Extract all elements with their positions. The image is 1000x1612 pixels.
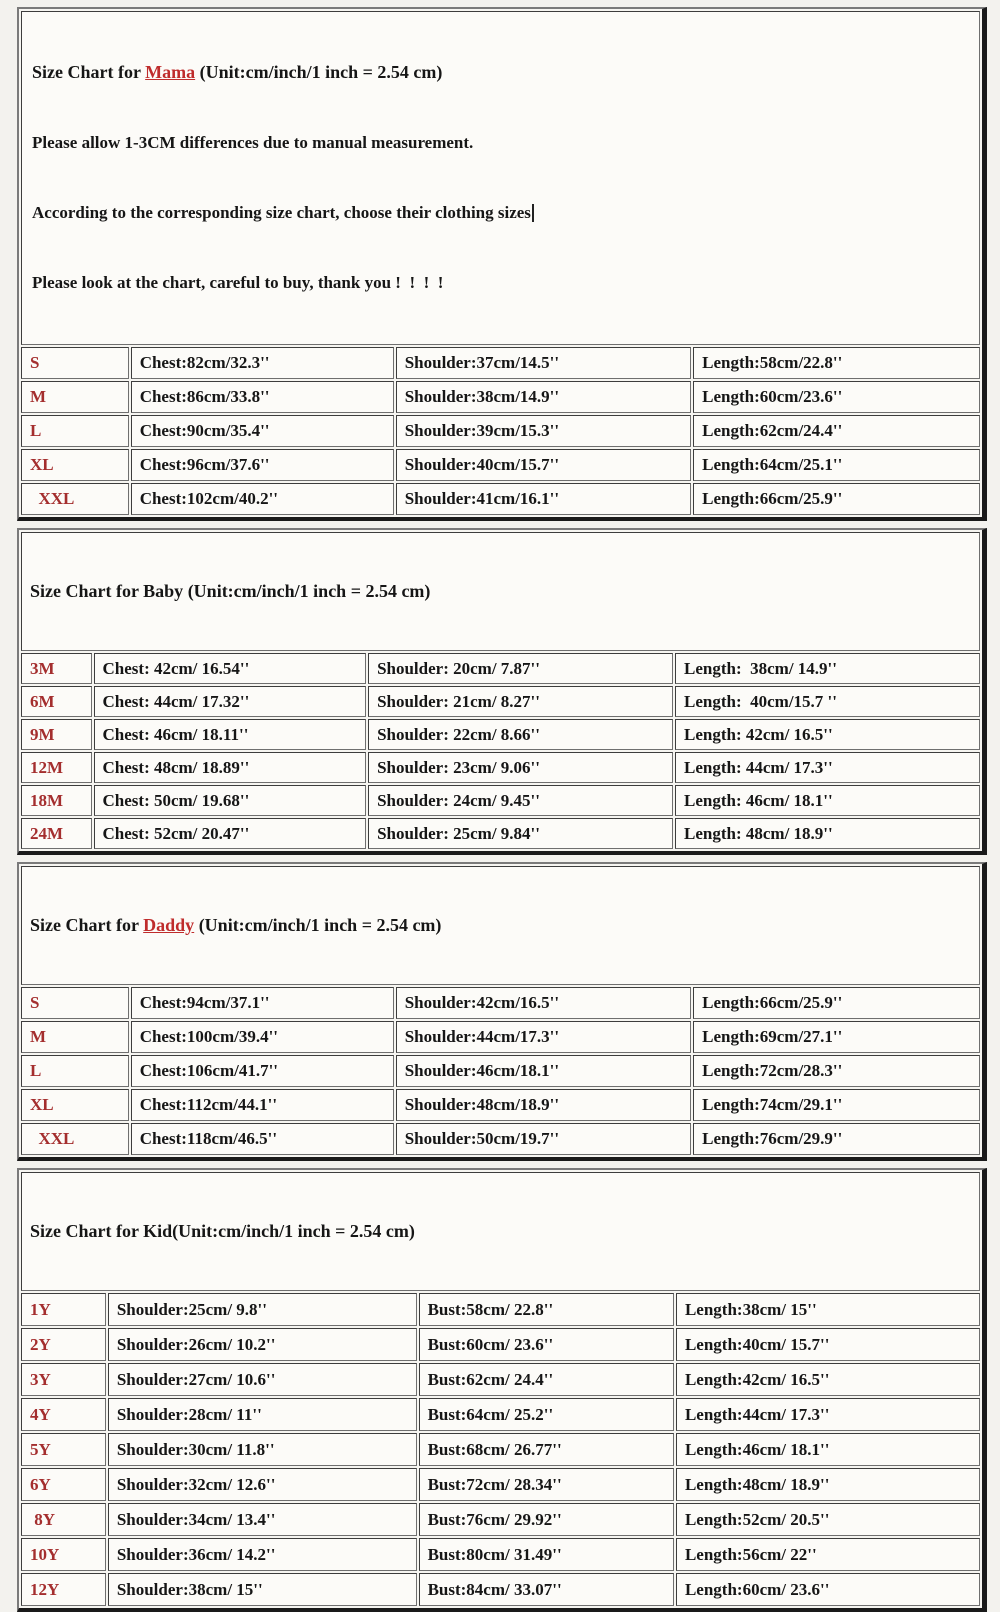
- note-choose-size: According to the corresponding size chart, choose their clothing sizes: [32, 200, 973, 225]
- measurement-cell: Length:40cm/ 15.7'': [676, 1328, 980, 1361]
- measurement-cell: Bust:60cm/ 23.6'': [419, 1328, 674, 1361]
- table-row: [21, 449, 980, 481]
- measurement-cell: Shoulder: 24cm/ 9.45'': [368, 785, 673, 816]
- measurement-cell: Length: 48cm/ 18.9'': [675, 818, 980, 849]
- measurement-cell: Length: 40cm/15.7 '': [675, 686, 980, 717]
- measurement-cell: Shoulder:48cm/18.9'': [396, 1089, 691, 1121]
- measurement-cell: Chest: 46cm/ 18.11'': [94, 719, 367, 750]
- size-label-cell: 12M: [21, 752, 92, 783]
- table-title-baby: [30, 579, 973, 604]
- measurement-cell: Shoulder:42cm/16.5'': [396, 987, 691, 1019]
- size-chart-table-kid: [17, 1168, 987, 1612]
- measurement-cell: Chest: 48cm/ 18.89'': [94, 752, 367, 783]
- size-chart-table-mama: [17, 7, 987, 521]
- measurement-cell: Shoulder:37cm/14.5'': [396, 347, 691, 379]
- title-suffix: (Unit:cm/inch/1 inch = 2.54 cm): [194, 915, 442, 935]
- size-label-cell: XXL: [21, 1123, 129, 1155]
- size-label-cell: 12Y: [21, 1573, 106, 1606]
- table-row: [21, 1123, 980, 1155]
- measurement-cell: Bust:62cm/ 24.4'': [419, 1363, 674, 1396]
- measurement-cell: Length:48cm/ 18.9'': [676, 1468, 980, 1501]
- size-label-cell: 3Y: [21, 1363, 106, 1396]
- table-row: [21, 483, 980, 515]
- size-label-cell: 4Y: [21, 1398, 106, 1431]
- measurement-cell: Shoulder: 23cm/ 9.06'': [368, 752, 673, 783]
- measurement-cell: Length:76cm/29.9'': [693, 1123, 980, 1155]
- measurement-cell: Length:64cm/25.1'': [693, 449, 980, 481]
- measurement-cell: Chest: 44cm/ 17.32'': [94, 686, 367, 717]
- measurement-cell: Shoulder:38cm/14.9'': [396, 381, 691, 413]
- measurement-cell: Shoulder: 20cm/ 7.87'': [368, 653, 673, 684]
- table-header-row: [21, 1172, 980, 1291]
- size-label-cell: M: [21, 381, 129, 413]
- measurement-cell: Length:46cm/ 18.1'': [676, 1433, 980, 1466]
- measurement-cell: Length:66cm/25.9'': [693, 483, 980, 515]
- measurement-cell: Length:42cm/ 16.5'': [676, 1363, 980, 1396]
- size-label-cell: 18M: [21, 785, 92, 816]
- table-row: [21, 686, 980, 717]
- measurement-cell: Bust:64cm/ 25.2'': [419, 1398, 674, 1431]
- title-prefix: Size Chart for: [30, 915, 144, 935]
- table-header-row: [21, 11, 980, 345]
- size-label-cell: XL: [21, 449, 129, 481]
- measurement-cell: Bust:84cm/ 33.07'': [419, 1573, 674, 1606]
- size-label-cell: 10Y: [21, 1538, 106, 1571]
- size-label-cell: 6M: [21, 686, 92, 717]
- size-label-cell: 5Y: [21, 1433, 106, 1466]
- table-row: [21, 347, 980, 379]
- table-row: [21, 1021, 980, 1053]
- measurement-cell: Length:44cm/ 17.3'': [676, 1398, 980, 1431]
- size-label-cell: 3M: [21, 653, 92, 684]
- table-row: [21, 653, 980, 684]
- table-row: [21, 818, 980, 849]
- title-suffix: (Unit:cm/inch/1 inch = 2.54 cm): [183, 581, 431, 601]
- table-row: [21, 1363, 980, 1396]
- table-title-daddy: [30, 913, 973, 938]
- measurement-cell: Length: 38cm/ 14.9'': [675, 653, 980, 684]
- measurement-cell: Length:60cm/ 23.6'': [676, 1573, 980, 1606]
- size-chart-table-baby: [17, 528, 987, 855]
- table-row: [21, 752, 980, 783]
- table-row: [21, 1433, 980, 1466]
- measurement-cell: Chest: 50cm/ 19.68'': [94, 785, 367, 816]
- measurement-cell: Chest:82cm/32.3'': [131, 347, 394, 379]
- measurement-cell: Length:38cm/ 15'': [676, 1293, 980, 1326]
- size-label-cell: 1Y: [21, 1293, 106, 1326]
- measurement-cell: Chest:106cm/41.7'': [131, 1055, 394, 1087]
- note-measurement-tolerance: Please allow 1-3CM differences due to manual measurement.: [32, 133, 474, 152]
- measurement-cell: Chest: 52cm/ 20.47'': [94, 818, 367, 849]
- measurement-cell: Chest:100cm/39.4'': [131, 1021, 394, 1053]
- table-row: [21, 987, 980, 1019]
- measurement-cell: Length: 46cm/ 18.1'': [675, 785, 980, 816]
- size-label-cell: 24M: [21, 818, 92, 849]
- size-label-cell: M: [21, 1021, 129, 1053]
- title-prefix: Size Chart for: [30, 581, 144, 601]
- measurement-cell: Bust:58cm/ 22.8'': [419, 1293, 674, 1326]
- table-row: [21, 381, 980, 413]
- table-row: [21, 1398, 980, 1431]
- table-row: [21, 1573, 980, 1606]
- measurement-cell: Chest:112cm/44.1'': [131, 1089, 394, 1121]
- measurement-cell: Shoulder: 22cm/ 8.66'': [368, 719, 673, 750]
- size-label-cell: XXL: [21, 483, 129, 515]
- title-name: Baby: [143, 581, 184, 601]
- measurement-cell: Length:60cm/23.6'': [693, 381, 980, 413]
- table-title-cell-daddy: [21, 866, 980, 985]
- table-title-cell-kid: [21, 1172, 980, 1291]
- title-name: Kid: [143, 1221, 173, 1241]
- measurement-cell: Shoulder:28cm/ 11'': [108, 1398, 417, 1431]
- table-title-kid: [30, 1219, 973, 1244]
- measurement-cell: Shoulder:50cm/19.7'': [396, 1123, 691, 1155]
- measurement-cell: Shoulder:34cm/ 13.4'': [108, 1503, 417, 1536]
- title-suffix: (Unit:cm/inch/1 inch = 2.54 cm): [172, 1221, 415, 1241]
- measurement-cell: Shoulder:38cm/ 15'': [108, 1573, 417, 1606]
- measurement-cell: Shoulder:32cm/ 12.6'': [108, 1468, 417, 1501]
- measurement-cell: Length:56cm/ 22'': [676, 1538, 980, 1571]
- measurement-cell: Length: 42cm/ 16.5'': [675, 719, 980, 750]
- measurement-cell: Length:62cm/24.4'': [693, 415, 980, 447]
- title-suffix: (Unit:cm/inch/1 inch = 2.54 cm): [195, 62, 443, 82]
- measurement-cell: Chest:96cm/37.6'': [131, 449, 394, 481]
- size-label-cell: L: [21, 1055, 129, 1087]
- measurement-cell: Length:74cm/29.1'': [693, 1089, 980, 1121]
- table-row: [21, 1293, 980, 1326]
- measurement-cell: Chest:118cm/46.5'': [131, 1123, 394, 1155]
- measurement-cell: Shoulder:36cm/ 14.2'': [108, 1538, 417, 1571]
- size-label-cell: XL: [21, 1089, 129, 1121]
- measurement-cell: Bust:68cm/ 26.77'': [419, 1433, 674, 1466]
- measurement-cell: Length: 44cm/ 17.3'': [675, 752, 980, 783]
- title-prefix: Size Chart for: [32, 62, 146, 82]
- measurement-cell: Bust:76cm/ 29.92'': [419, 1503, 674, 1536]
- size-label-cell: 2Y: [21, 1328, 106, 1361]
- measurement-cell: Shoulder:26cm/ 10.2'': [108, 1328, 417, 1361]
- measurement-cell: Shoulder:44cm/17.3'': [396, 1021, 691, 1053]
- table-row: [21, 1538, 980, 1571]
- table-row: [21, 719, 980, 750]
- table-title-cell-mama: [21, 11, 980, 345]
- measurement-cell: Length:52cm/ 20.5'': [676, 1503, 980, 1536]
- table-row: [21, 1089, 980, 1121]
- size-label-cell: 8Y: [21, 1503, 106, 1536]
- measurement-cell: Chest:102cm/40.2'': [131, 483, 394, 515]
- measurement-cell: Shoulder: 21cm/ 8.27'': [368, 686, 673, 717]
- table-title-cell-baby: [21, 532, 980, 651]
- note-careful-to-buy: Please look at the chart, careful to buy, thank you ! ! ! !: [32, 273, 444, 292]
- measurement-cell: Shoulder:40cm/15.7'': [396, 449, 691, 481]
- measurement-cell: Length:66cm/25.9'': [693, 987, 980, 1019]
- text-cursor-artifact: [532, 204, 534, 222]
- size-label-cell: 9M: [21, 719, 92, 750]
- measurement-cell: Shoulder:27cm/ 10.6'': [108, 1363, 417, 1396]
- table-row: [21, 785, 980, 816]
- measurement-cell: Shoulder: 25cm/ 9.84'': [368, 818, 673, 849]
- title-prefix: Size Chart for: [30, 1221, 144, 1241]
- measurement-cell: Shoulder:25cm/ 9.8'': [108, 1293, 417, 1326]
- table-row: [21, 1503, 980, 1536]
- measurement-cell: Length:58cm/22.8'': [693, 347, 980, 379]
- measurement-cell: Bust:72cm/ 28.34'': [419, 1468, 674, 1501]
- measurement-cell: Bust:80cm/ 31.49'': [419, 1538, 674, 1571]
- measurement-cell: Shoulder:41cm/16.1'': [396, 483, 691, 515]
- measurement-cell: Chest:94cm/37.1'': [131, 987, 394, 1019]
- measurement-cell: Length:69cm/27.1'': [693, 1021, 980, 1053]
- size-label-cell: S: [21, 347, 129, 379]
- table-row: [21, 415, 980, 447]
- table-row: [21, 1468, 980, 1501]
- measurement-cell: Chest: 42cm/ 16.54'': [94, 653, 367, 684]
- table-row: [21, 1328, 980, 1361]
- size-chart-table-daddy: [17, 862, 987, 1161]
- measurement-cell: Chest:86cm/33.8'': [131, 381, 394, 413]
- size-label-cell: 6Y: [21, 1468, 106, 1501]
- measurement-cell: Length:72cm/28.3'': [693, 1055, 980, 1087]
- daddy-link[interactable]: Daddy: [143, 915, 195, 935]
- size-label-cell: L: [21, 415, 129, 447]
- table-row: [21, 1055, 980, 1087]
- size-label-cell: S: [21, 987, 129, 1019]
- table-header-row: [21, 532, 980, 651]
- measurement-cell: Shoulder:46cm/18.1'': [396, 1055, 691, 1087]
- measurement-cell: Shoulder:30cm/ 11.8'': [108, 1433, 417, 1466]
- mama-link[interactable]: Mama: [145, 62, 196, 82]
- measurement-cell: Chest:90cm/35.4'': [131, 415, 394, 447]
- table-header-row: [21, 866, 980, 985]
- table-title-mama: [32, 60, 973, 85]
- measurement-cell: Shoulder:39cm/15.3'': [396, 415, 691, 447]
